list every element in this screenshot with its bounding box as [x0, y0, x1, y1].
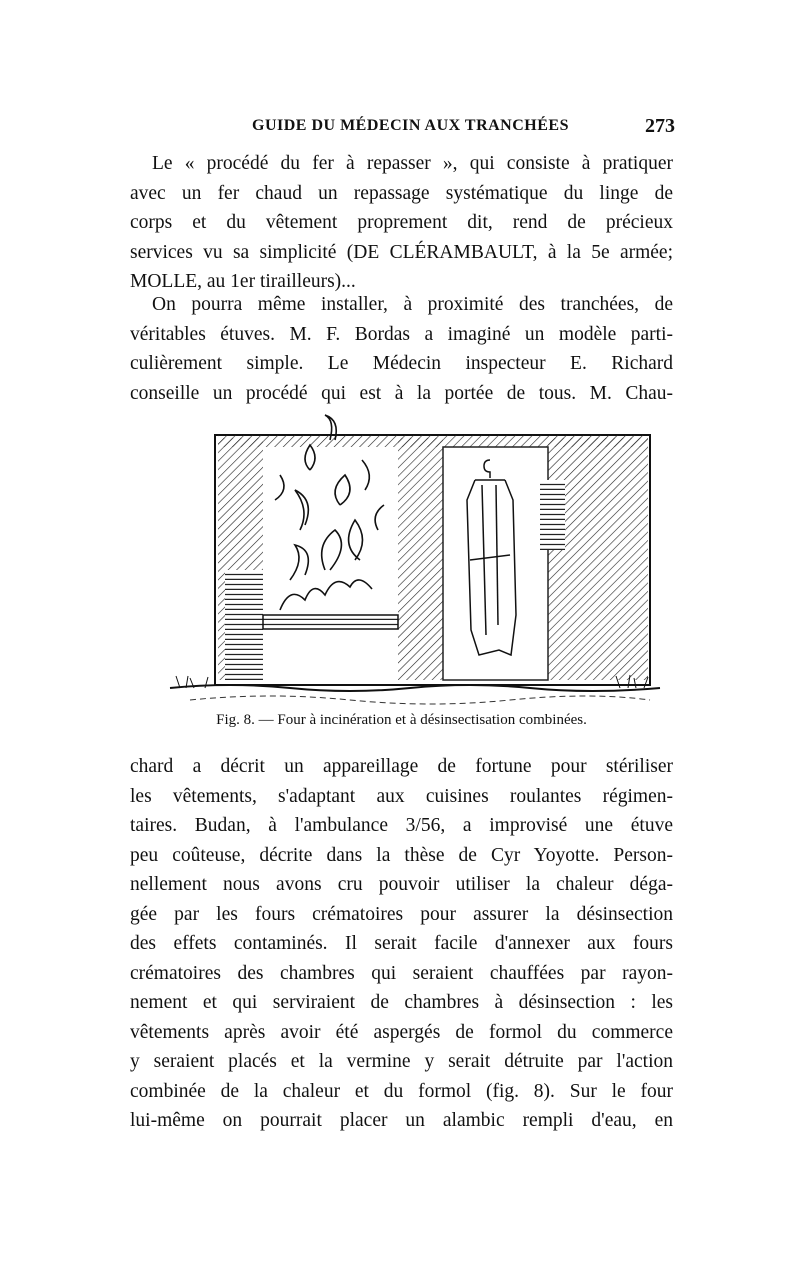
oven-drawing — [150, 410, 670, 710]
fire-grate — [263, 615, 398, 629]
paragraph-etuves — [130, 290, 673, 408]
text-line: On pourra même installer, à proximité des tranchées, de — [152, 294, 673, 315]
text-line: nement et qui serviraient de chambres à désinsection : les — [130, 992, 673, 1013]
left-brick-stack — [225, 570, 263, 680]
text-line: gée par les fours crématoires pour assurer la désinsection — [130, 903, 673, 925]
paragraph-appareillage — [130, 752, 673, 1136]
page-header — [130, 115, 675, 141]
running-title: GUIDE DU MÉDECIN AUX TRANCHÉES — [252, 117, 569, 134]
right-brick-vent — [540, 480, 565, 550]
text-line: y seraient placés et la vermine y serait détruite par l'action — [130, 1051, 673, 1072]
text-line: Le « procédé du fer à repasser », qui consiste à pratiquer — [152, 153, 673, 174]
text-line: MOLLE, au 1er tirailleurs)... — [130, 271, 356, 292]
text-line: crématoires des chambres qui seraient chauffées par rayon- — [130, 962, 673, 984]
paragraph-fer-a-repasser — [130, 149, 673, 297]
soil-line — [190, 696, 650, 704]
figure-caption: Fig. 8. — Four à incinération et à désinsectisation combinées. — [216, 712, 587, 728]
text-line: vêtements après avoir été aspergés de formol du commerce — [130, 1021, 673, 1043]
middle-wall — [398, 438, 443, 680]
right-wall — [548, 438, 648, 680]
text-line: avec un fer chaud un repassage systématique du linge de — [130, 182, 673, 204]
text-line: des effets contaminés. Il serait facile d'annexer aux fours — [130, 933, 673, 954]
text-line: nellement nous avons cru pouvoir utiliser la chaleur déga- — [130, 874, 673, 895]
text-line: chard a décrit un appareillage de fortune pour stériliser — [130, 756, 673, 777]
page-number: 273 — [645, 115, 675, 137]
top-wall — [218, 435, 648, 447]
text-line: lui-même on pourrait placer un alambic rempli d'eau, en — [130, 1110, 673, 1131]
text-line: peu coûteuse, décrite dans la thèse de Cyr Yoyotte. Person- — [130, 844, 673, 866]
text-line: culièrement simple. Le Médecin inspecteur E. Richard — [130, 353, 673, 374]
text-line: corps et du vêtement proprement dit, rend de précieux — [130, 212, 673, 233]
text-line: taires. Budan, à l'ambulance 3/56, a improvisé une étuve — [130, 815, 673, 836]
text-line: services vu sa simplicité (DE CLÉRAMBAULT, à la 5e armée; — [130, 241, 673, 263]
figure-oven-illustration — [150, 410, 670, 710]
text-line: conseille un procédé qui est à la portée de tous. M. Chau- — [130, 382, 673, 404]
text-line: combinée de la chaleur et du formol (fig. 8). Sur le four — [130, 1080, 673, 1102]
text-line: les vêtements, s'adaptant aux cuisines roulantes régimen- — [130, 785, 673, 807]
disinfection-chamber — [443, 447, 548, 680]
text-line: véritables étuves. M. F. Bordas a imaginé un modèle parti- — [130, 323, 673, 345]
